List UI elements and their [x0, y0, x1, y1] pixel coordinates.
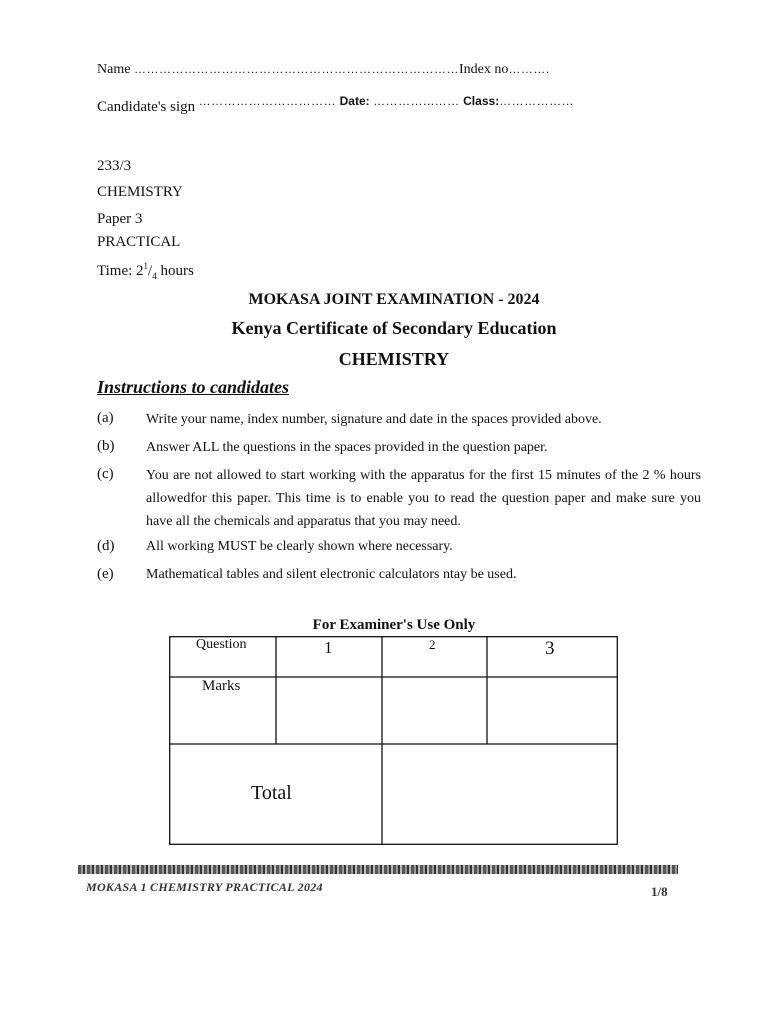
name-label: Name	[97, 62, 131, 77]
paper-subject: CHEMISTRY	[97, 184, 183, 200]
total-label: Total	[251, 782, 292, 804]
exam-title: MOKASA JOINT EXAMINATION - 2024	[248, 291, 540, 308]
marks-cell-3[interactable]	[487, 677, 618, 744]
certificate-title: Kenya Certificate of Secondary Education	[231, 318, 557, 338]
paper-number: Paper 3	[97, 211, 143, 227]
instruction-text-c: You are not allowed to start working with the apparatus for the first 15 minutes of the 2 % hours allowedfor this paper. This time is to enable you to read the question paper and make sure you have all the chemicals and apparatus that you may need.	[146, 468, 701, 529]
examiner-table	[169, 636, 618, 845]
class-label: Class:	[463, 94, 500, 108]
index-dots[interactable]: ……….	[508, 62, 550, 76]
question-3: 3	[545, 638, 555, 659]
instruction-letter-b: (b)	[97, 438, 115, 454]
time-suffix: hours	[156, 263, 194, 279]
marks-label: Marks	[202, 678, 241, 694]
sign-dots[interactable]: ……………………………	[198, 94, 337, 108]
sign-line	[97, 94, 575, 116]
footer-rule	[78, 865, 678, 874]
instruction-letter-a: (a)	[97, 410, 114, 426]
date-label: Date:	[339, 94, 370, 108]
sign-label: Candidate's sign	[97, 99, 196, 115]
paper-type: PRACTICAL	[97, 234, 181, 250]
instruction-letter-c: (c)	[97, 466, 114, 482]
name-line	[97, 62, 550, 78]
examiner-caption: For Examiner's Use Only	[312, 617, 476, 633]
time-separator: /	[148, 263, 153, 279]
instruction-text-d: All working MUST be clearly shown where necessary.	[146, 539, 453, 554]
total-cell[interactable]	[382, 744, 618, 845]
time-denominator: 4	[152, 271, 157, 281]
name-dots[interactable]: ……………………………………………………………………	[133, 62, 459, 76]
question-1: 1	[324, 638, 333, 657]
time-prefix: Time: 2	[97, 263, 144, 279]
instruction-letter-e: (e)	[97, 566, 114, 582]
question-2: 2	[429, 637, 436, 652]
time-numerator: 1	[143, 261, 149, 271]
instruction-text-b: Answer ALL the questions in the spaces provided in the question paper.	[146, 440, 548, 455]
instruction-text-a: Write your name, index number, signature and date in the spaces provided above.	[146, 412, 602, 427]
footer-title: MOKASA 1 CHEMISTRY PRACTICAL 2024	[86, 880, 323, 894]
instructions-heading: Instructions to candidates	[97, 377, 290, 397]
marks-cell-1[interactable]	[276, 677, 382, 744]
class-dots[interactable]: ………………	[499, 94, 575, 108]
question-label: Question	[196, 637, 247, 652]
paper-code: 233/3	[97, 158, 132, 174]
paper-time	[97, 261, 194, 281]
instruction-text-e: Mathematical tables and silent electronic calculators ntay be used.	[146, 567, 517, 582]
index-label: Index no	[458, 62, 509, 77]
subject-title: CHEMISTRY	[338, 349, 450, 369]
date-dots[interactable]: …………...……	[373, 94, 460, 108]
marks-cell-2[interactable]	[382, 677, 487, 744]
page-number: 1/8	[651, 884, 668, 899]
instruction-letter-d: (d)	[97, 538, 115, 554]
